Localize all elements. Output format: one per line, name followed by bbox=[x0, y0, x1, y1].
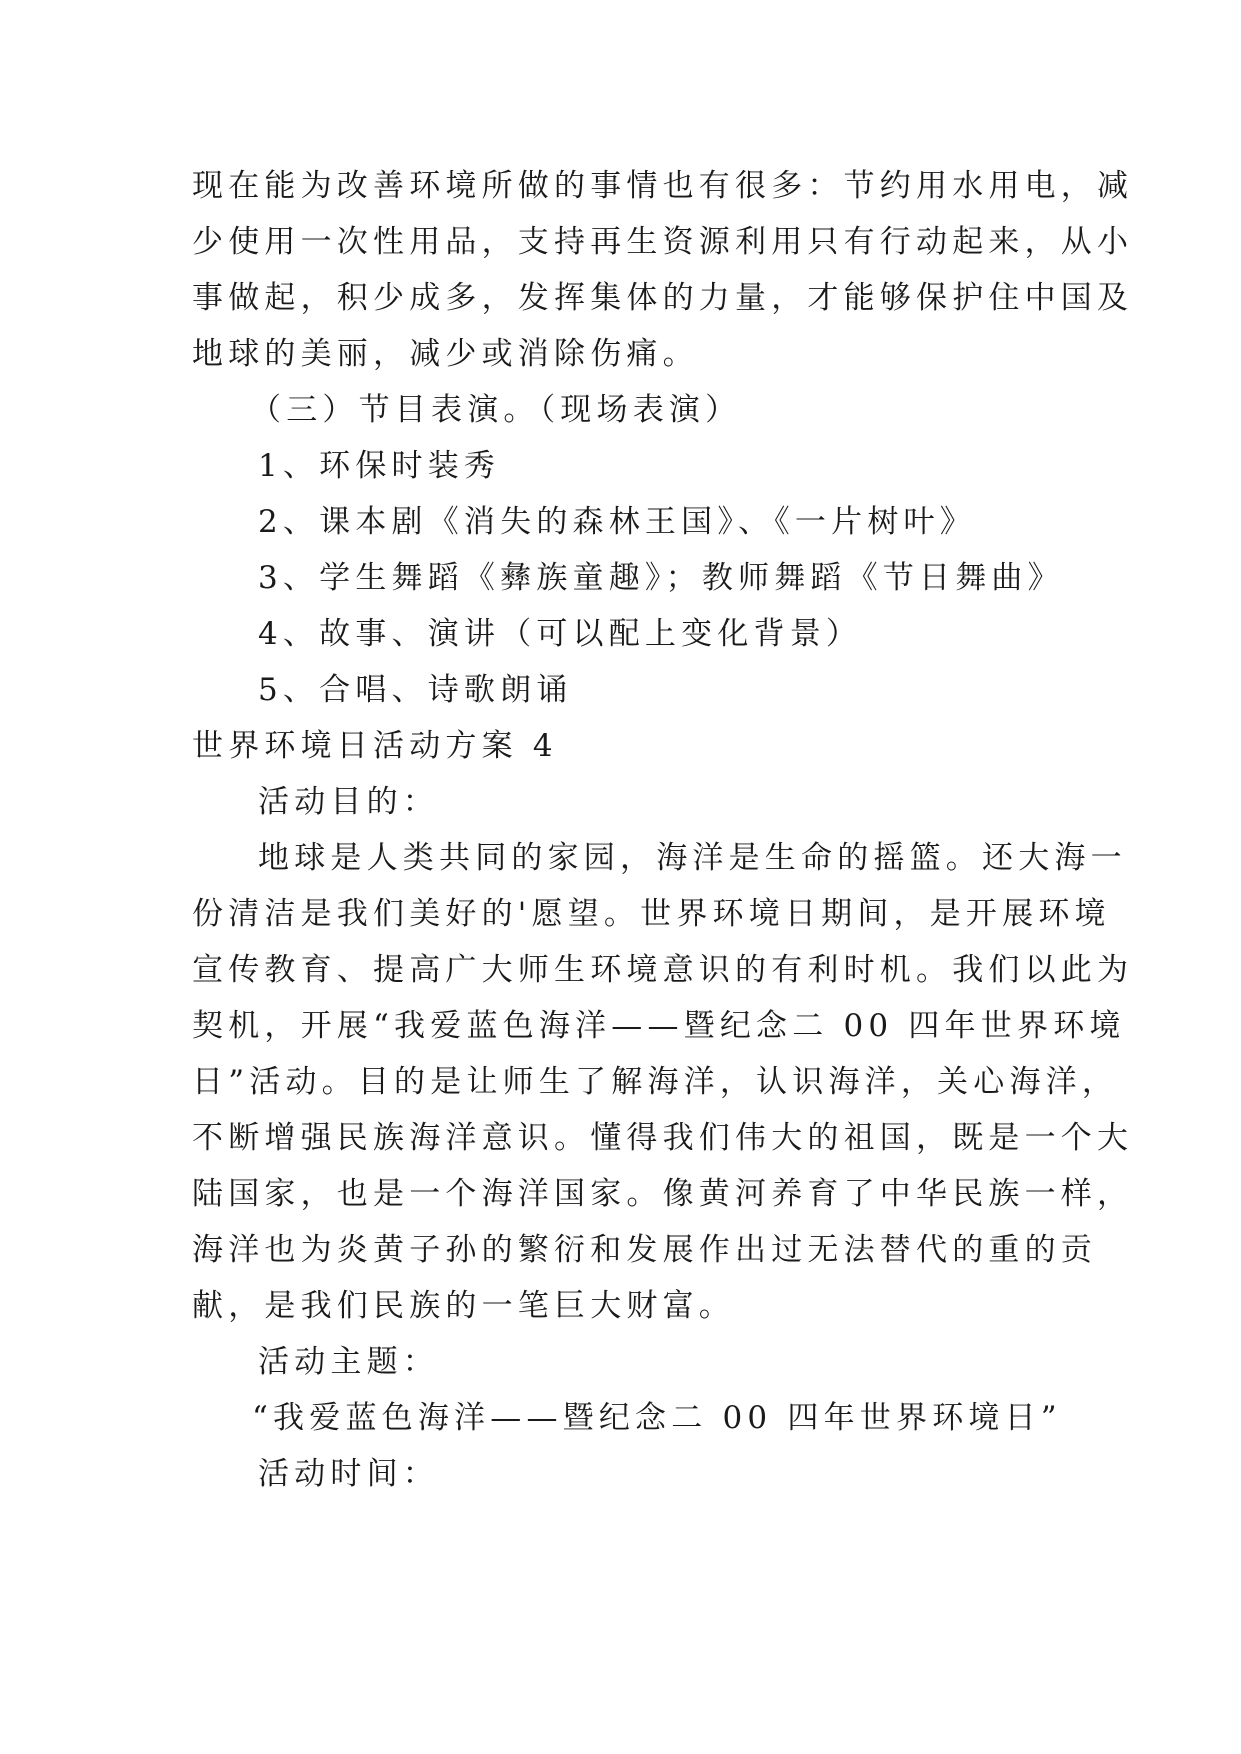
text-line: 现在能为改善环境所做的事情也有很多：节约用水用电，减 bbox=[192, 168, 1134, 204]
text-line: 海洋也为炎黄子孙的繁衍和发展作出过无法替代的重的贡 bbox=[192, 1232, 1097, 1268]
text-line: 少使用一次性用品，支持再生资源利用只有行动起来，从小 bbox=[192, 224, 1134, 260]
text-line: 3、学生舞蹈《彝族童趣》；教师舞蹈《节日舞曲》 bbox=[258, 560, 1064, 596]
text-line: （三）节目表演。（现场表演） bbox=[250, 392, 742, 428]
text-line: 献，是我们民族的一笔巨大财富。 bbox=[192, 1288, 735, 1324]
text-line: 5、合唱、诗歌朗诵 bbox=[258, 672, 573, 708]
text-line: 宣传教育、提高广大师生环境意识的有利时机。我们以此为 bbox=[192, 952, 1134, 988]
text-line: 活动目的： bbox=[258, 784, 439, 820]
text-line: 2、课本剧《消失的森林王国》、《一片树叶》 bbox=[258, 504, 976, 540]
text-line: 契机，开展“我爱蓝色海洋——暨纪念二 00 四年世界环境 bbox=[192, 1008, 1126, 1044]
text-line: 份清洁是我们美好的'愿望。世界环境日期间，是开展环境 bbox=[192, 896, 1111, 932]
text-line: 地球的美丽，减少或消除伤痛。 bbox=[192, 336, 699, 372]
text-line: 活动时间： bbox=[258, 1456, 439, 1492]
text-line: 4、故事、演讲（可以配上变化背景） bbox=[258, 616, 863, 652]
text-line: 不断增强民族海洋意识。懂得我们伟大的祖国，既是一个大 bbox=[192, 1120, 1134, 1156]
text-line: 活动主题： bbox=[258, 1344, 439, 1380]
document-body bbox=[192, 158, 1134, 1502]
text-line: “我爱蓝色海洋——暨纪念二 00 四年世界环境日” bbox=[252, 1400, 1062, 1436]
text-line: 事做起，积少成多，发挥集体的力量，才能够保护住中国及 bbox=[192, 280, 1134, 316]
text-line: 陆国家，也是一个海洋国家。像黄河养育了中华民族一样， bbox=[192, 1176, 1134, 1212]
text-line: 地球是人类共同的家园，海洋是生命的摇篮。还大海一 bbox=[258, 840, 1127, 876]
text-line: 1、环保时装秀 bbox=[258, 448, 501, 484]
text-line: 世界环境日活动方案 4 bbox=[192, 728, 558, 764]
text-line: 日”活动。目的是让师生了解海洋，认识海洋，关心海洋， bbox=[192, 1064, 1119, 1100]
